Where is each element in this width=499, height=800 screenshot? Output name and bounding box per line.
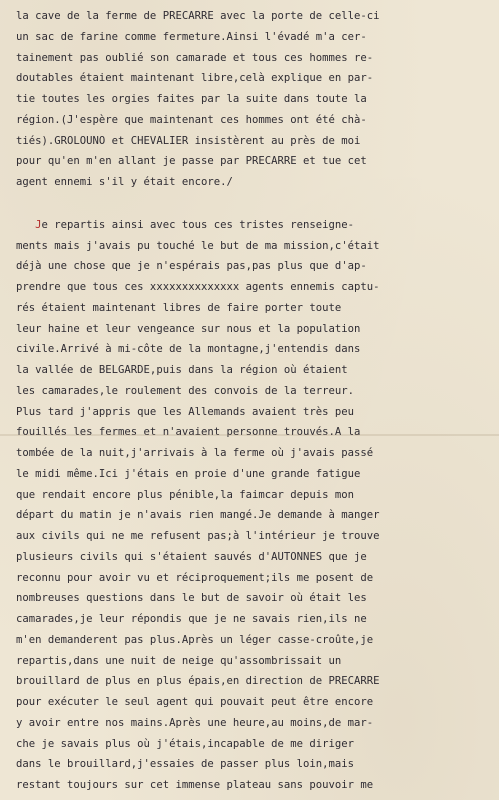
text-line: région.(J'espère que maintenant ces hommes ont été chà-	[16, 113, 367, 126]
text-line: fouillés les fermes et n'avaient personne trouvés.A la	[16, 426, 361, 439]
text-line: plusieurs civils qui s'étaient sauvés d'AUTONNES que je	[16, 550, 367, 563]
text-line: que rendait encore plus pénible,la faimcar depuis mon	[16, 488, 355, 501]
text-line: dans le brouillard,j'essaies de passer plus loin,mais	[16, 758, 355, 771]
text-line: restant toujours sur cet immense plateau sans pouvoir me	[16, 779, 374, 791]
text-line: la vallée de BELGARDE,puis dans la région où étaient	[16, 364, 348, 376]
text-line: ments mais j'avais pu touché le but de ma mission,c'était	[16, 239, 380, 252]
first-line-rest: e repartis ainsi avec tous ces tristes renseigne-	[41, 218, 355, 231]
red-initial-letter: J	[35, 218, 42, 231]
text-line: prendre que tous ces xxxxxxxxxxxxxx agents ennemis captu-	[16, 281, 380, 293]
text-line: camarades,je leur répondis que je ne savais rien,ils ne	[16, 613, 367, 625]
text-line: repartis,dans une nuit de neige qu'assombrissait un	[16, 654, 342, 667]
text-line: aux civils qui ne me refusent pas;à l'intérieur je trouve	[16, 530, 380, 542]
text-line: che je savais plus où j'étais,incapable de me diriger	[16, 737, 355, 750]
text-line: tainement pas oublié son camarade et tous ces hommes re-	[16, 51, 374, 64]
text-line: Plus tard j'appris que les Allemands avaient très peu	[16, 405, 355, 418]
text-line: départ du matin je n'avais rien mangé.Je demande à manger	[16, 509, 380, 522]
text-line: agent ennemi s'il y était encore./	[16, 176, 233, 188]
text-line: la cave de la ferme de PRECARRE avec la porte de celle-ci	[16, 10, 380, 22]
text-line: tie toutes les orgies faites par la suite dans toute la	[16, 93, 367, 105]
text-line-first	[16, 215, 493, 236]
text-line: tiés).GROLOUNO et CHEVALIER insistèrent au près de moi	[16, 134, 361, 147]
paragraph-2	[16, 215, 493, 796]
paragraph-gap	[16, 193, 493, 215]
text-line: pour qu'en m'en allant je passe par PRECARRE et tue cet	[16, 155, 367, 168]
text-line: tombée de la nuit,j'arrivais à la ferme où j'avais passé	[16, 447, 374, 459]
text-line: un sac de farine comme fermeture.Ainsi l'évadé m'a cer-	[16, 30, 367, 43]
paper-fold	[0, 434, 499, 436]
text-line: pour exécuter le seul agent qui pouvait peut être encore	[16, 696, 374, 708]
text-line: déjà une chose que je n'espérais pas,pas plus que d'ap-	[16, 260, 367, 273]
text-line: doutables étaient maintenant libre,celà explique en par-	[16, 72, 374, 85]
text-line: m'en demanderent pas plus.Après un léger casse-croûte,je	[16, 633, 374, 646]
paragraph-1	[16, 6, 493, 193]
text-line: y avoir entre nos mains.Après une heure,au moins,de mar-	[16, 716, 374, 729]
text-line: leur haine et leur vengeance sur nous et la population	[16, 322, 361, 335]
text-line: le midi même.Ici j'étais en proie d'une grande fatigue	[16, 467, 361, 480]
text-line: civile.Arrivé à mi-côte de la montagne,j'entendis dans	[16, 343, 361, 356]
text-line: nombreuses questions dans le but de savoir où était les	[16, 592, 367, 605]
text-line: reconnu pour avoir vu et réciproquement;ils me posent de	[16, 571, 374, 584]
text-line: rés étaient maintenant libres de faire porter toute	[16, 301, 342, 314]
text-line: brouillard de plus en plus épais,en direction de PRECARRE	[16, 675, 380, 688]
text-line: les camarades,le roulement des convois de la terreur.	[16, 384, 355, 397]
